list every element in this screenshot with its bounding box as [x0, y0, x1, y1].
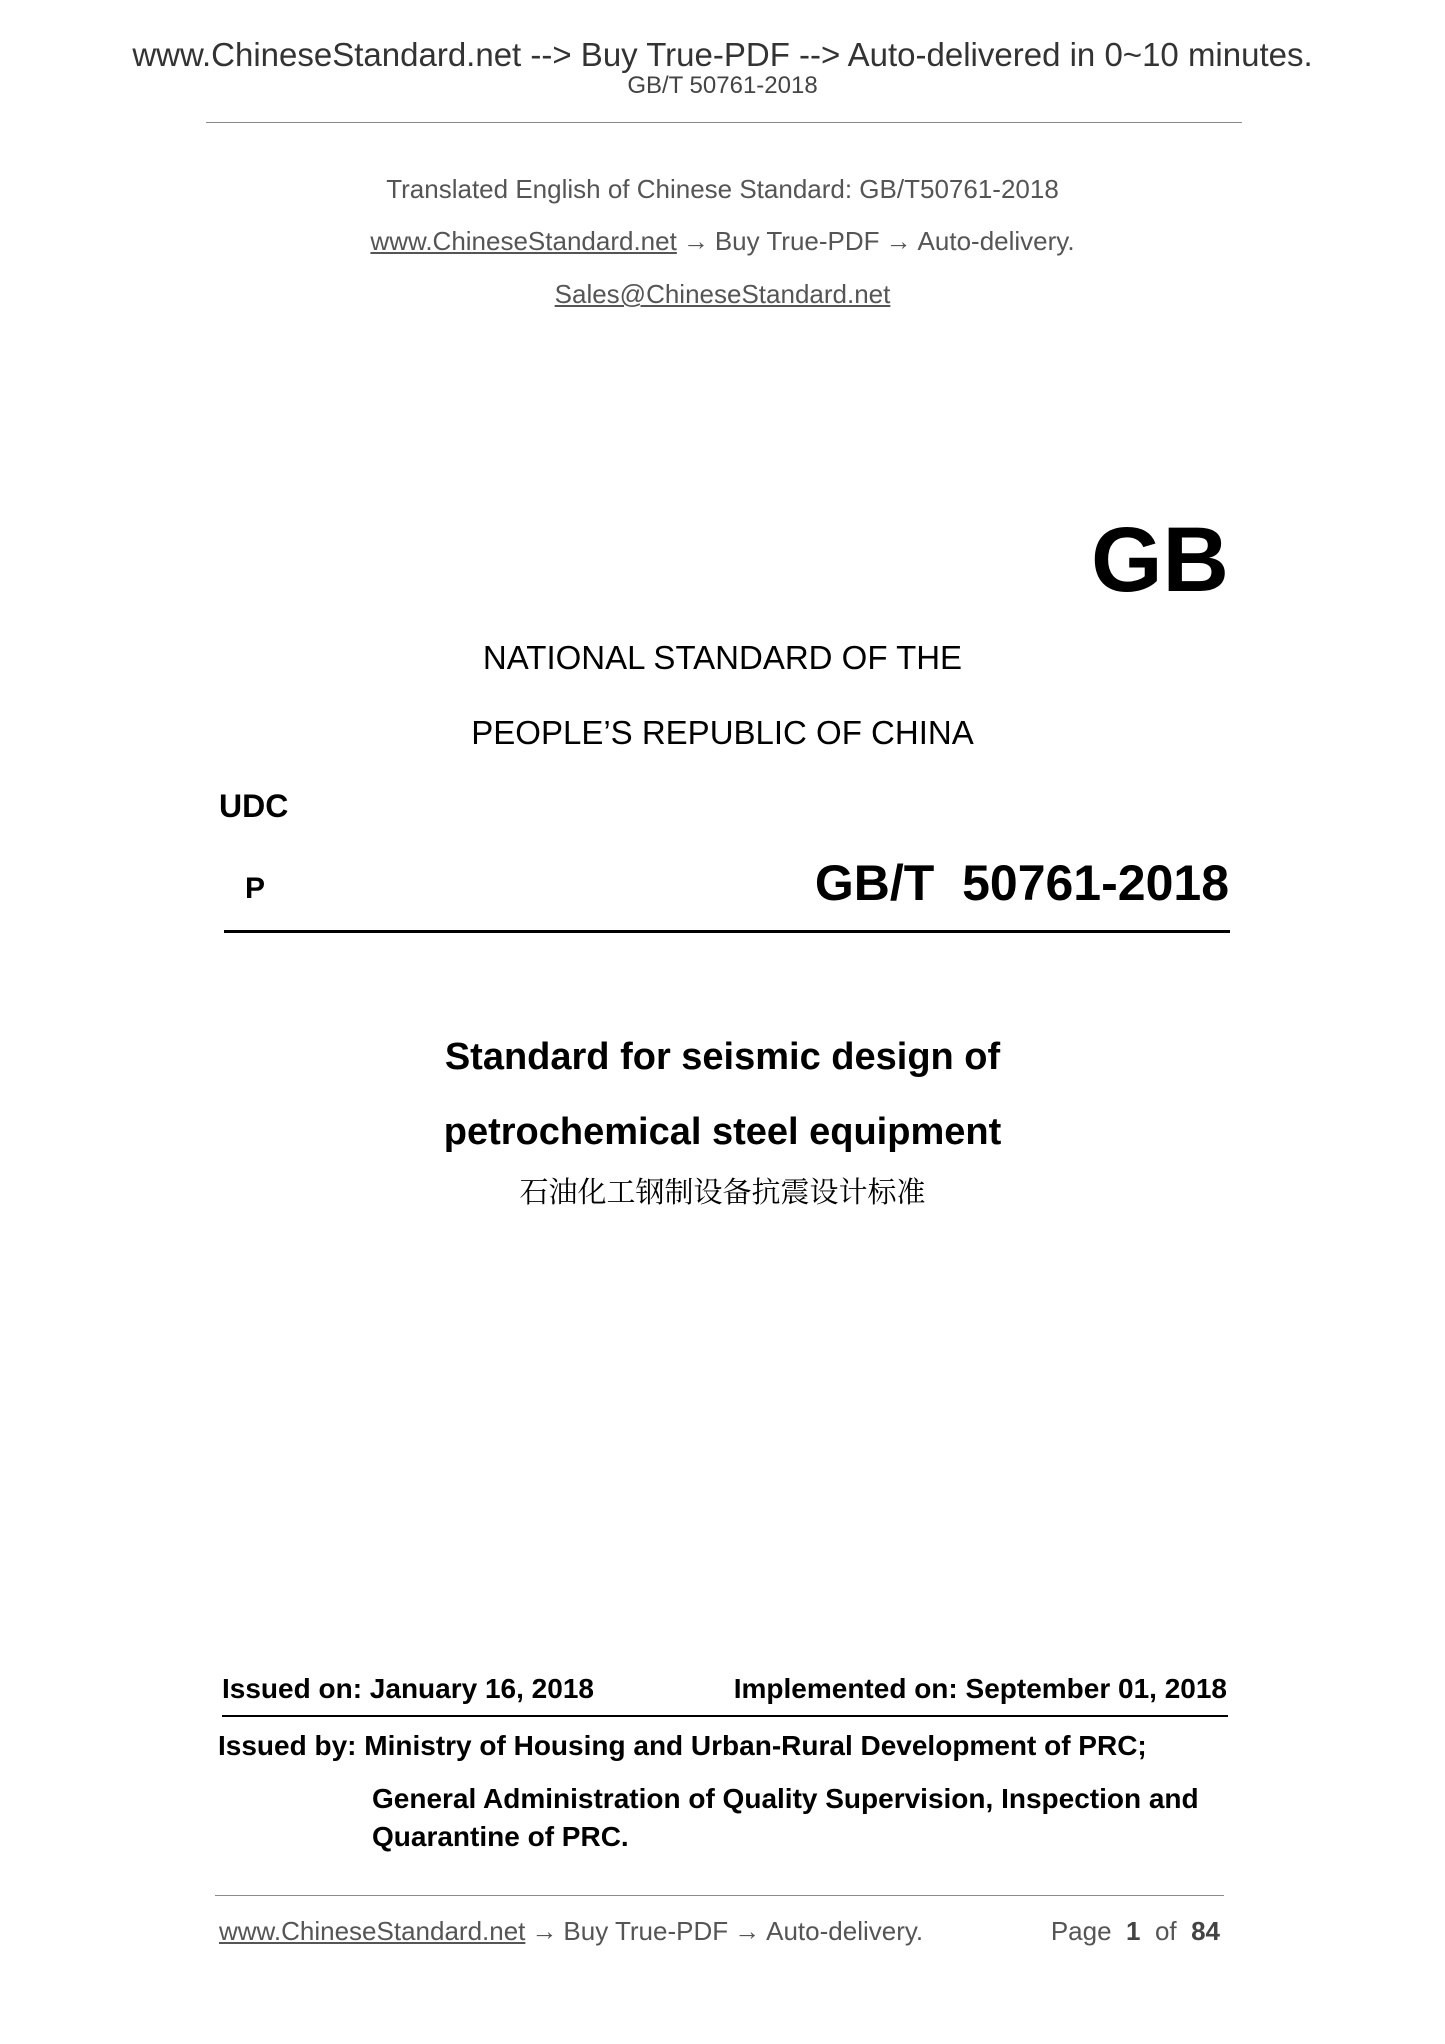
standard-number: GB/T 50761-2018	[814, 855, 1229, 911]
footer-purchase-line	[219, 1918, 923, 1944]
translation-note: Translated English of Chinese Standard: GB/T50761-2018	[386, 174, 1059, 204]
standard-number-rule	[224, 930, 1230, 933]
page-indicator	[1051, 1918, 1220, 1944]
page-label: Page	[1050, 1916, 1112, 1946]
implemented-on-date: Implemented on: September 01, 2018	[733, 1673, 1227, 1704]
issuer-line2: General Administration of Quality Supervision, Inspection and	[372, 1783, 1199, 1814]
arrow-right-icon: →	[885, 226, 912, 256]
title-line2: petrochemical steel equipment	[443, 1111, 1002, 1153]
email-line	[0, 281, 1445, 307]
udc-label: UDC	[219, 788, 289, 824]
of-label: of	[1154, 1916, 1177, 1946]
page-total: 84	[1191, 1916, 1220, 1946]
national-standard-line1: NATIONAL STANDARD OF THE	[482, 639, 963, 676]
footer-divider	[215, 1895, 1224, 1896]
arrow-right-icon: →	[734, 1916, 761, 1946]
header-doc-code: GB/T 50761-2018	[627, 72, 818, 99]
site-link[interactable]: www.ChineseStandard.net	[370, 226, 677, 256]
issued-on-date: Issued on: January 16, 2018	[222, 1673, 594, 1704]
issued-by: Issued by: Ministry of Housing and Urban-Rural Development of PRC;	[218, 1730, 1147, 1761]
gb-logo: GB	[1091, 509, 1229, 611]
issuer-line3: Quarantine of PRC.	[372, 1821, 629, 1852]
arrow-right-icon: →	[682, 226, 709, 256]
sales-email-link[interactable]: Sales@ChineseStandard.net	[554, 279, 891, 309]
auto-delivery-text: Auto-delivery.	[917, 226, 1075, 256]
page-number: 1	[1126, 1916, 1141, 1946]
footer-site-link[interactable]: www.ChineseStandard.net	[219, 1916, 526, 1946]
buy-true-pdf-text: Buy True-PDF	[714, 226, 880, 256]
chinese-title: 石油化工钢制设备抗震设计标准	[519, 1175, 926, 1209]
arrow-right-icon: →	[531, 1916, 558, 1946]
header-divider	[206, 122, 1242, 123]
dates-rule	[222, 1715, 1228, 1717]
p-label: P	[245, 872, 266, 905]
title-line1: Standard for seismic design of	[444, 1036, 1001, 1078]
footer-auto-text: Auto-delivery.	[766, 1916, 924, 1946]
purchase-line	[0, 228, 1445, 254]
issuer-block	[372, 1780, 1242, 1856]
footer-buy-text: Buy True-PDF	[563, 1916, 729, 1946]
national-standard-line2: PEOPLE’S REPUBLIC OF CHINA	[471, 714, 974, 751]
top-banner: www.ChineseStandard.net --> Buy True-PDF --> Auto-delivered in 0~10 minutes.	[132, 36, 1313, 73]
